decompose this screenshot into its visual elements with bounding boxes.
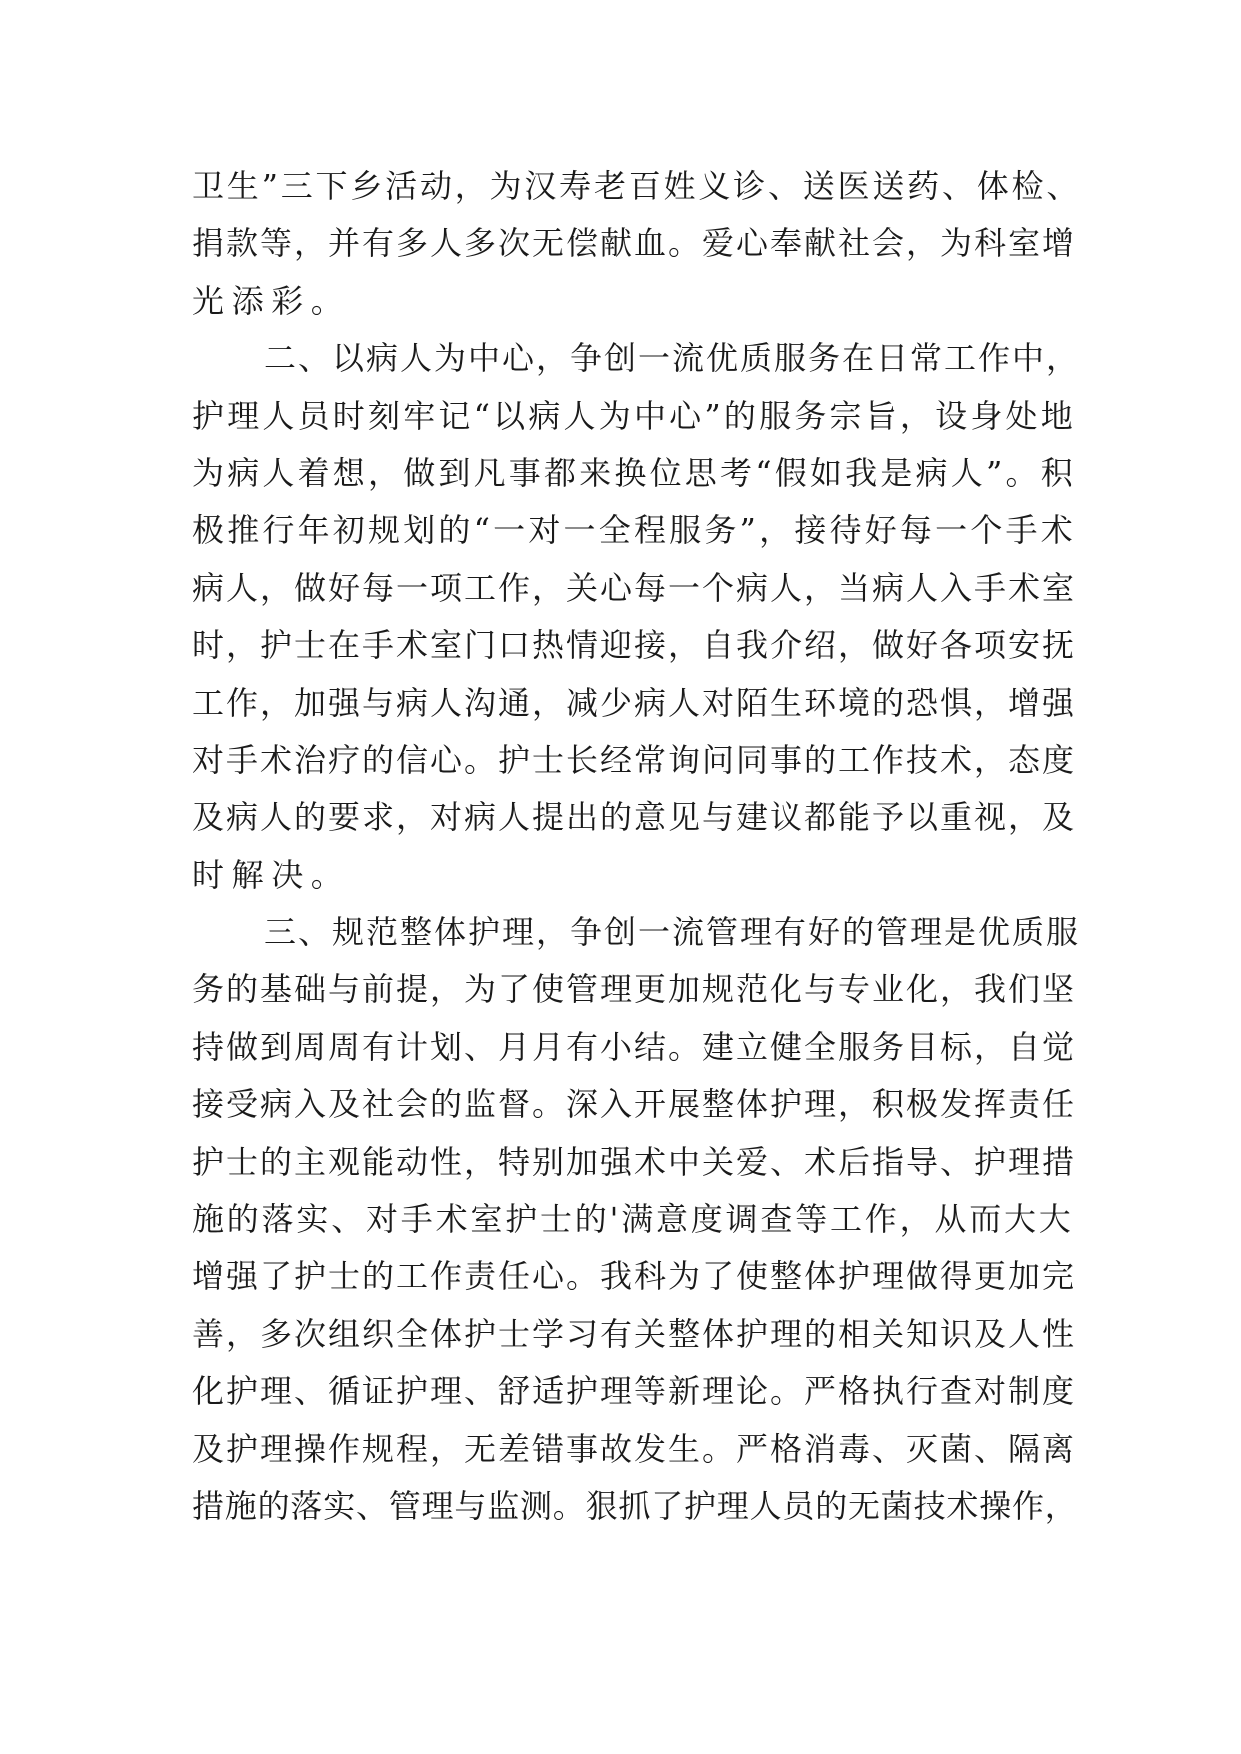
text-line: 捐款等，并有多人多次无偿献血。爱心奉献社会，为科室增 [192,224,1077,263]
text-line: 为病人着想，做到凡事都来换位思考“假如我是病人”。积 [192,453,1076,492]
text-line: 及病人的要求，对病人提出的意见与建议都能予以重视，及 [192,798,1077,837]
paragraph-first-line: 二、以病人为中心，争创一流优质服务在日常工作中， [264,339,1081,378]
text-line: 光添彩。 [192,281,351,320]
text-line: 施的落实、对手术室护士的'满意度调查等工作，从而大大 [192,1200,1074,1239]
text-line: 及护理操作规程，无差错事故发生。严格消毒、灭菌、隔离 [192,1429,1077,1468]
text-line: 病人，做好每一项工作，关心每一个病人，当病人入手术室 [192,568,1077,607]
text-line: 护士的主观能动性，特别加强术中关爱、术后指导、护理措 [192,1142,1077,1181]
text-line: 时解决。 [192,855,351,894]
text-line: 善，多次组织全体护士学习有关整体护理的相关知识及人性 [192,1314,1077,1353]
text-line: 持做到周周有计划、月月有小结。建立健全服务目标，自觉 [192,1027,1077,1066]
text-line: 工作，加强与病人沟通，减少病人对陌生环境的恐惧，增强 [192,683,1077,722]
text-line: 化护理、循证护理、舒适护理等新理论。严格执行查对制度 [192,1372,1077,1411]
text-line: 措施的落实、管理与监测。狠抓了护理人员的无菌技术操作， [192,1486,1078,1525]
document-body [192,158,1082,1535]
text-line: 卫生”三下乡活动，为汉寿老百姓义诊、送医送药、体检、 [192,167,1082,205]
paragraph-first-line: 三、规范整体护理，争创一流管理有好的管理是优质服 [264,913,1081,952]
text-line: 时，护士在手术室门口热情迎接，自我介绍，做好各项安抚 [192,626,1077,665]
text-line: 护理人员时刻牢记“以病人为中心”的服务宗旨，设身处地 [192,396,1076,435]
text-line: 极推行年初规划的“一对一全程服务”，接待好每一个手术 [192,511,1076,550]
text-line: 增强了护士的工作责任心。我科为了使整体护理做得更加完 [192,1257,1077,1296]
text-line: 务的基础与前提，为了使管理更加规范化与专业化，我们坚 [192,970,1077,1009]
text-line: 接受病入及社会的监督。深入开展整体护理，积极发挥责任 [192,1085,1077,1124]
text-line: 对手术治疗的信心。护士长经常询问同事的工作技术，态度 [192,740,1077,779]
